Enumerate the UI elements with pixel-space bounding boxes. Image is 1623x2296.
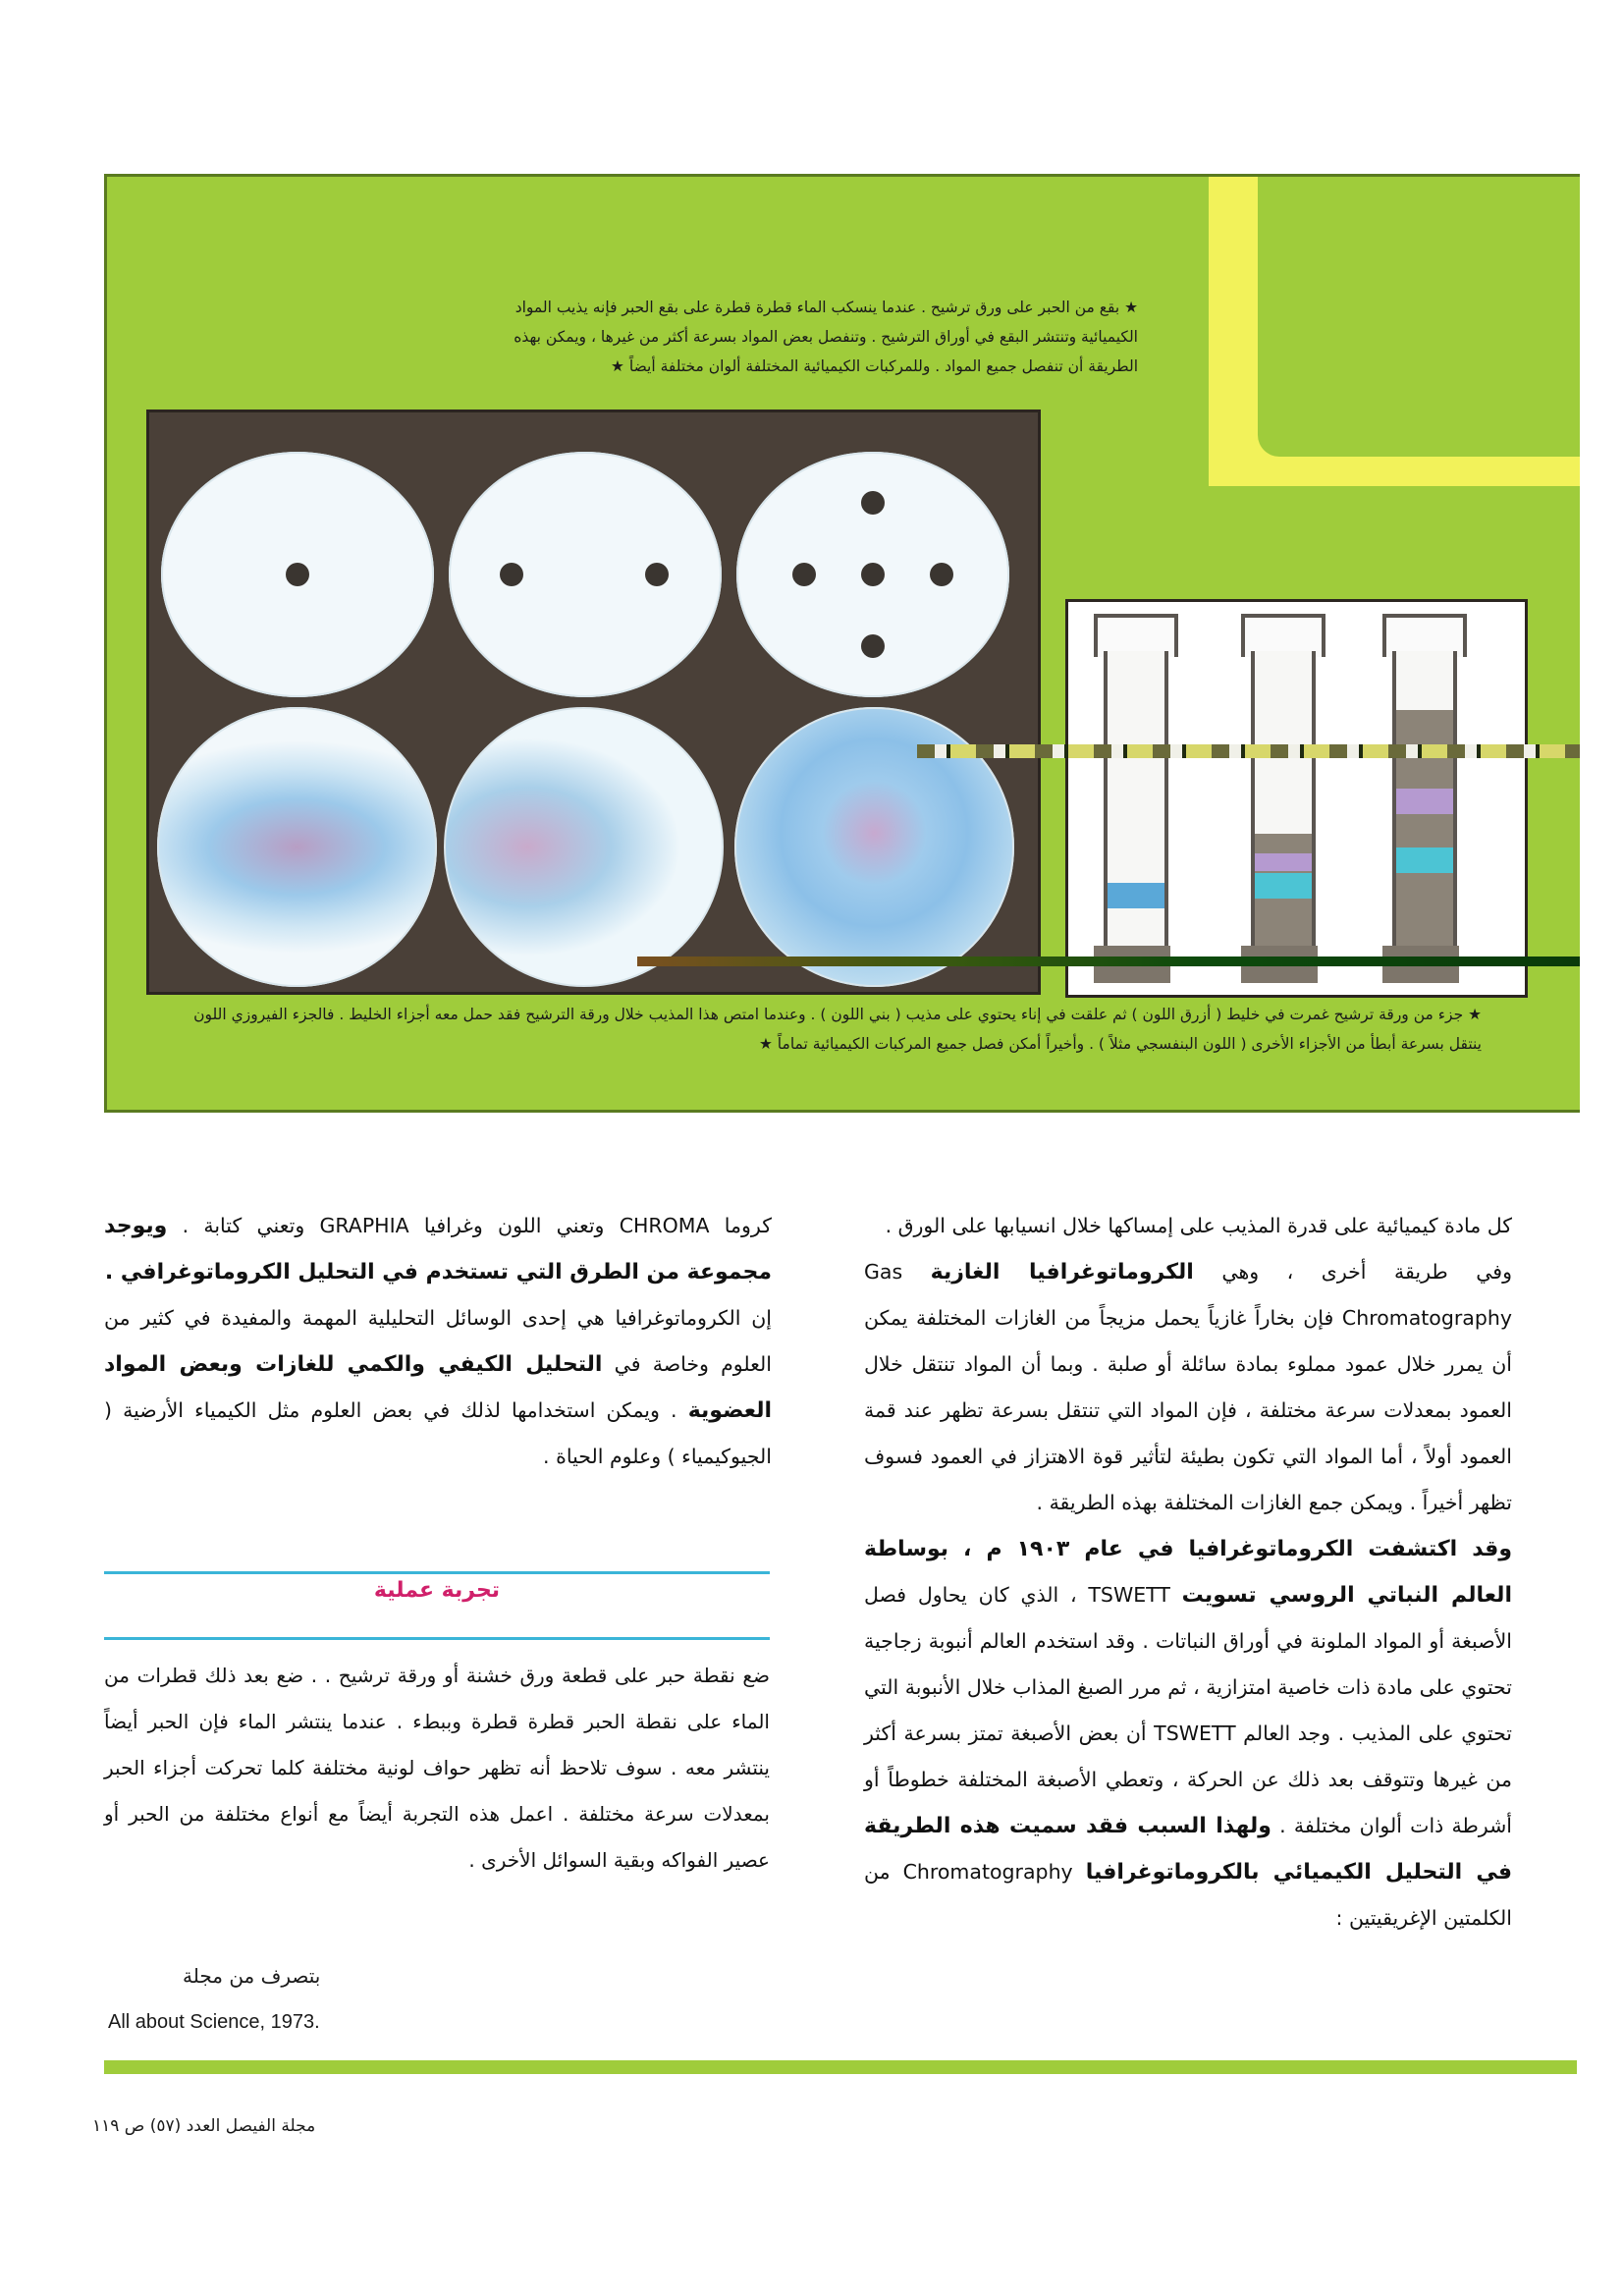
filter-paper-four-dots (736, 452, 1009, 697)
text-run: إن الكروماتوغرافيا هي إحدى الوسائل التحليلية المهمة والمفيدة في كثير من العلوم وخاصة في (104, 1306, 772, 1376)
source-arabic: بتصرف من مجلة (183, 1964, 321, 1988)
blue-mixture-band (1108, 883, 1164, 908)
filter-strip-tube (1392, 651, 1457, 950)
ink-dot (861, 634, 885, 658)
experiment-text: ضع نقطة حبر على قطعة ورق خشنة أو ورقة ترشيح . . ضع بعد ذلك قطرات من الماء على نقطة الحبر قطرة قطرة وببطء . عندما ينتشر الماء فإن الحبر أيضاً ينتشر معه . سوف تلاحظ أنه تظهر حواف لونية مختلفة كلما تحركت أجزاء الحبر بمعدلات سرعة مختلفة . اعمل هذه التجربة أيضاً مع أنواع مختلفة من الحبر أو عصير الفواكه وبقية السوائل الأخرى . (104, 1664, 770, 1872)
text-run: . ويمكن استخدامها لذلك في بعض العلوم مثل الكيمياء الأرضية ( الجيوكيمياء ) وعلوم الحياة . (104, 1398, 772, 1468)
experiment-title: تجربة عملية (373, 1578, 501, 1603)
caption-bottom: ★ جزء من ورقة ترشيح غمرت في خليط ( أزرق اللون ) ثم علقت في إناء يحتوي على مذيب ( بني اللون ) . وعندما امتص هذا المذيب خلال ورقة الترشيح فقد حمل معه أجزاء الخليط . فالجزء الفيروزي اللون ينتقل بسرعة أبطأ من الأجزاء الأخرى ( اللون البنفسجي مثلاً ) . وأخيراً أمكن فصل جميع المركبات الكيميائية تماماً ★ (193, 1006, 1482, 1053)
paragraph (104, 1203, 772, 1295)
paragraph: كل مادة كيميائية على قدرة المذيب على إمساكها خلال انسيابها على الورق . (885, 1214, 1512, 1237)
bold-term: الكروماتوغرافيا الغازية (930, 1260, 1194, 1285)
turquoise-band (1255, 873, 1312, 899)
source-english: All about Science, 1973. (108, 2011, 320, 2033)
scan-artifact (637, 957, 1580, 966)
filter-paper-spread-two (444, 707, 724, 987)
paragraph (104, 1295, 772, 1480)
ink-dot (792, 563, 816, 586)
scan-artifact (917, 744, 1580, 758)
bottom-green-bar (104, 2060, 1577, 2074)
bold-term: التحليل الكيفي والكمي للغازات وبعض المواد العضوية (104, 1352, 772, 1423)
ink-dot (286, 563, 309, 586)
article-left-column (104, 1203, 772, 1480)
turquoise-band (1396, 847, 1453, 873)
text-run: كروما CHROMA وتعني اللون وغرافيا GRAPHIA وتعني كتابة . (182, 1214, 772, 1237)
ink-dot (861, 491, 885, 515)
bold-term: ويوجد مجموعة من الطرق التي تستخدم في التحليل الكروماتوغرافي . (104, 1214, 772, 1285)
paragraph (864, 1249, 1512, 1526)
ink-dot (500, 563, 523, 586)
ink-dot (645, 563, 669, 586)
filter-paper-one-dot (161, 452, 434, 697)
bold-term: ولهذا السبب فقد سميت هذه الطريقة في التحليل الكيميائي بالكروماتوغرافيا (864, 1814, 1512, 1885)
text-run: وفي طريقة أخرى ، وهي (1221, 1260, 1512, 1284)
yellow-frame-inner (1258, 177, 1580, 457)
chromatography-tubes-diagram (1065, 599, 1528, 998)
paragraph (864, 1526, 1512, 1941)
purple-band (1396, 789, 1453, 814)
article-right-column (864, 1203, 1512, 1941)
ink-dot (930, 563, 953, 586)
filter-paper-spread-one (157, 707, 437, 987)
purple-band (1255, 853, 1312, 871)
filter-paper-board (146, 410, 1041, 995)
ink-dot (861, 563, 885, 586)
experiment-top-rule (104, 1571, 770, 1574)
text-run: Gas Chromatography فإن بخاراً غازياً يحمل مزيجاً من الغازات المختلفة يمكن أن يمرر خلال عمود مملوء بمادة سائلة أو صلبة . وبما أن المواد تنتقل خلال العمود بمعدلات سرعة مختلفة ، فإن المواد التي تنتقل بسرعة تظهر عند قمة العمود أولاً ، أما المواد التي تكون بطيئة لتأثير قوة الاهتزاز في العمود فسوف تظهر أخيراً . ويمكن جمع الغازات المختلفة بهذه الطريقة . (864, 1260, 1512, 1514)
page-footer: مجلة الفيصل العدد (٥٧) ص ١١٩ (92, 2116, 316, 2136)
experiment-title-rule (104, 1637, 770, 1640)
text-run: Chromatography من الكلمتين الإغريقيتين : (864, 1860, 1512, 1930)
text-run: TSWETT ، الذي كان يحاول فصل الأصبغة أو المواد الملونة في أوراق النباتات . وقد استخدم العالم أنبوبة زجاجية تحتوي على مادة ذات خاصية امتزازية ، ثم مرر الصبغ المذاب خلال الأنبوبة التي تحتوي على المذيب . وجد العالم TSWETT أن بعض الأصبغة تمتز بسرعة أكثر من غيرها وتتوقف بعد ذلك عن الحركة ، وتعطي الأصبغة المختلفة خطوطاً أو أشرطة ذات ألوان مختلفة . (864, 1583, 1513, 1837)
filter-strip-tube (1251, 651, 1316, 950)
figure-panel (104, 174, 1580, 1113)
filter-paper-two-dots (449, 452, 722, 697)
bold-term: وقد اكتشفت الكروماتوغرافيا في عام ١٩٠٣ م ، بوساطة العالم النباتي الروسي تسويت (864, 1537, 1512, 1608)
filter-strip-tube (1104, 651, 1168, 950)
caption-top: ★ بقع من الحبر على ورق ترشيح . عندما ينسكب الماء قطرة قطرة على بقع الحبر فإنه يذيب المواد الكيميائية وتنتشر البقع في أوراق الترشيح . وتنفصل بعض المواد بسرعة أكثر من غيرها ، ويمكن بهذه الطريقة أن تنفصل جميع المواد . وللمركبات الكيميائية المختلفة ألوان مختلفة أيضاً ★ (514, 299, 1138, 375)
